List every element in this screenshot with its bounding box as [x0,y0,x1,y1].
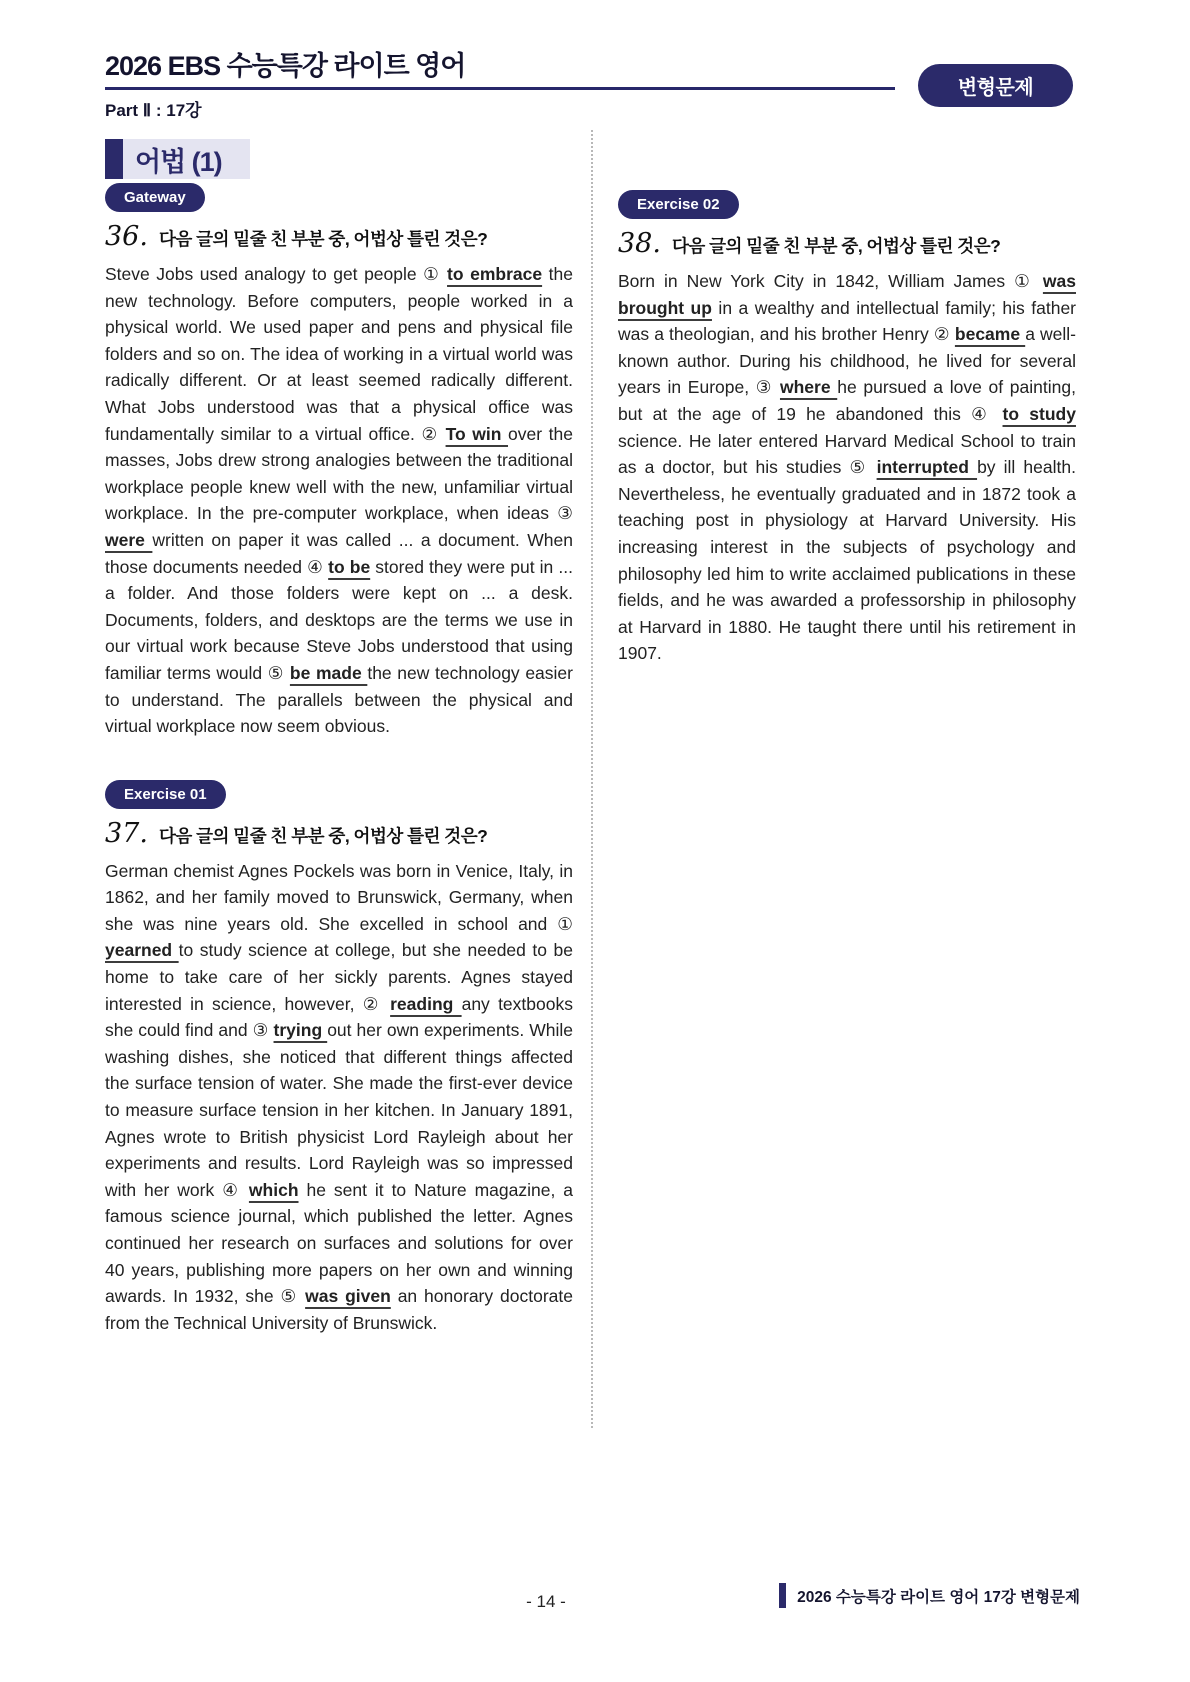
choice-number: ④ [307,556,324,577]
underlined-choice: where [779,377,838,398]
section-title-bar [105,139,123,179]
passage-text: Steve Jobs used analogy to get people ① to embrace the new technology. Before computers, people worked in a physical world. We used paper and pens and physical file folders and so on. The idea of working in a virtual world was radically different. Or at least seemed radically different. What Jobs understood was that a physical office was fundamentally similar to a virtual office. ② To win over the masses, Jobs drew strong analogies between the traditional workplace people knew well with the new, unfamiliar virtual workplace. In the pre-computer workplace, when ideas ③ were written on paper it was called ... a document. When those documents needed ④ to be stored they were put in ... a folder. And those folders were kept on ... a desk. Documents, folders, and desktops are the terms we use in our virtual work because Steve Jobs understood that using familiar terms would ⑤ be made the new technology easier to understand. The parallels between the physical and virtual workplace now seem obvious. [105,264,573,737]
gateway-badge: Gateway [105,183,205,212]
underlined-choice: be made [289,662,368,683]
question-block-36 [105,183,573,740]
exercise-01-badge: Exercise 01 [105,780,226,809]
choice-number: ⑤ [267,662,285,683]
exercise-02-badge: Exercise 02 [618,190,739,219]
question-head [105,817,573,849]
footer-bar-icon [779,1583,786,1608]
left-column [105,183,573,1336]
underlined-choice: interrupted [876,457,978,478]
choice-number: ⑤ [280,1286,299,1307]
choice-number: ③ [755,377,774,398]
underlined-choice: yearned [105,940,179,961]
underlined-choice: to study [1002,403,1076,424]
choice-number: ② [933,324,950,345]
variant-badge: 변형문제 [918,64,1073,107]
underlined-choice: trying [273,1020,328,1041]
choice-number: ③ [557,503,573,524]
choice-number: ① [1014,271,1034,291]
header-rule [105,87,895,90]
choice-number: ⑤ [849,457,869,478]
underlined-choice: was brought up [618,271,1076,318]
question-prompt: 다음 글의 밑줄 친 부분 중, 어법상 틀린 것은? [671,236,1001,256]
passage-text: Born in New York City in 1842, William James ① was brought up in a wealthy and intellectual family; his father was a theologian, and his brother Henry ② became a well-known author. During his childhood, he lived for several years in Europe, ③ where he pursued a love of painting, but at the age of 19 he abandoned this ④ to study science. He later entered Harvard Medical School to train as a doctor, but his studies ⑤ interrupted by ill health. Nevertheless, he eventually graduated and in 1872 took a teaching post in physiology at Harvard University. His increasing interest in the subjects of psychology and philosophy led him to write acclaimed publications in these fields, and he was awarded a professorship in philosophy at Harvard in 1880. He taught there until his retirement in 1907. [618,271,1077,664]
question-head [105,223,573,251]
section-title [105,139,250,179]
section-title-label: 어법 (1) [123,139,250,179]
right-column [618,190,1076,667]
doc-title: 2026 EBS 수능특강 라이트 영어 [105,51,466,81]
footer-right [779,1583,1080,1608]
footer-right-label: 2026 수능특강 라이트 영어 17강 변형문제 [797,1588,1080,1606]
question-block-38 [618,190,1076,667]
underlined-choice: To win [445,423,509,444]
underlined-choice: reading [390,993,462,1014]
page-number: - 14 - [526,1592,566,1611]
column-divider [591,130,593,1428]
choice-number: ④ [222,1179,241,1200]
choice-number: ② [362,993,382,1014]
passage-text: German chemist Agnes Pockels was born in Venice, Italy, in 1862, and her family moved to Brunswick, Germany, when she was nine years old. She excelled in school and ① yearned to study science at college, but she needed to be home to take care of her sickly parents. Agnes stayed interested in science, however, ② reading any textbooks she could find and ③ trying out her own experiments. While washing dishes, she noticed that different things affected the surface tension of water. She made the first-ever device to measure surface tension in her kitchen. In January 1891, Agnes wrote to British physicist Lord Rayleigh about her experiments and results. Lord Rayleigh was so impressed with her work ④ which he sent it to Nature magazine, a famous science journal, which published the letter. Agnes continued her research on surfaces and solutions for over 40 years, publishing more papers on her own and winning awards. In 1932, she ⑤ was given an honorary doctorate from the Technical University of Brunswick. [105,860,573,1333]
question-block-37 [105,780,573,1337]
question-number: 38. [618,228,661,259]
part-label: Part Ⅱ : 17강 [105,101,202,120]
question-number: 37. [105,817,148,849]
choice-number: ③ [252,1020,269,1041]
choice-number: ④ [971,403,993,424]
underlined-choice: which [248,1179,299,1200]
underlined-choice: to embrace [447,264,543,284]
underlined-choice: became [954,324,1026,345]
underlined-choice: was given [305,1286,391,1307]
question-prompt: 다음 글의 밑줄 친 부분 중, 어법상 틀린 것은? [158,825,488,846]
underlined-choice: were [105,529,153,550]
choice-number: ① [557,913,573,934]
underlined-choice: to be [328,556,371,577]
question-head [618,230,1076,258]
question-number: 36. [105,221,148,252]
choice-number: ② [421,423,439,444]
question-prompt: 다음 글의 밑줄 친 부분 중, 어법상 틀린 것은? [158,229,488,249]
choice-number: ① [423,264,441,284]
